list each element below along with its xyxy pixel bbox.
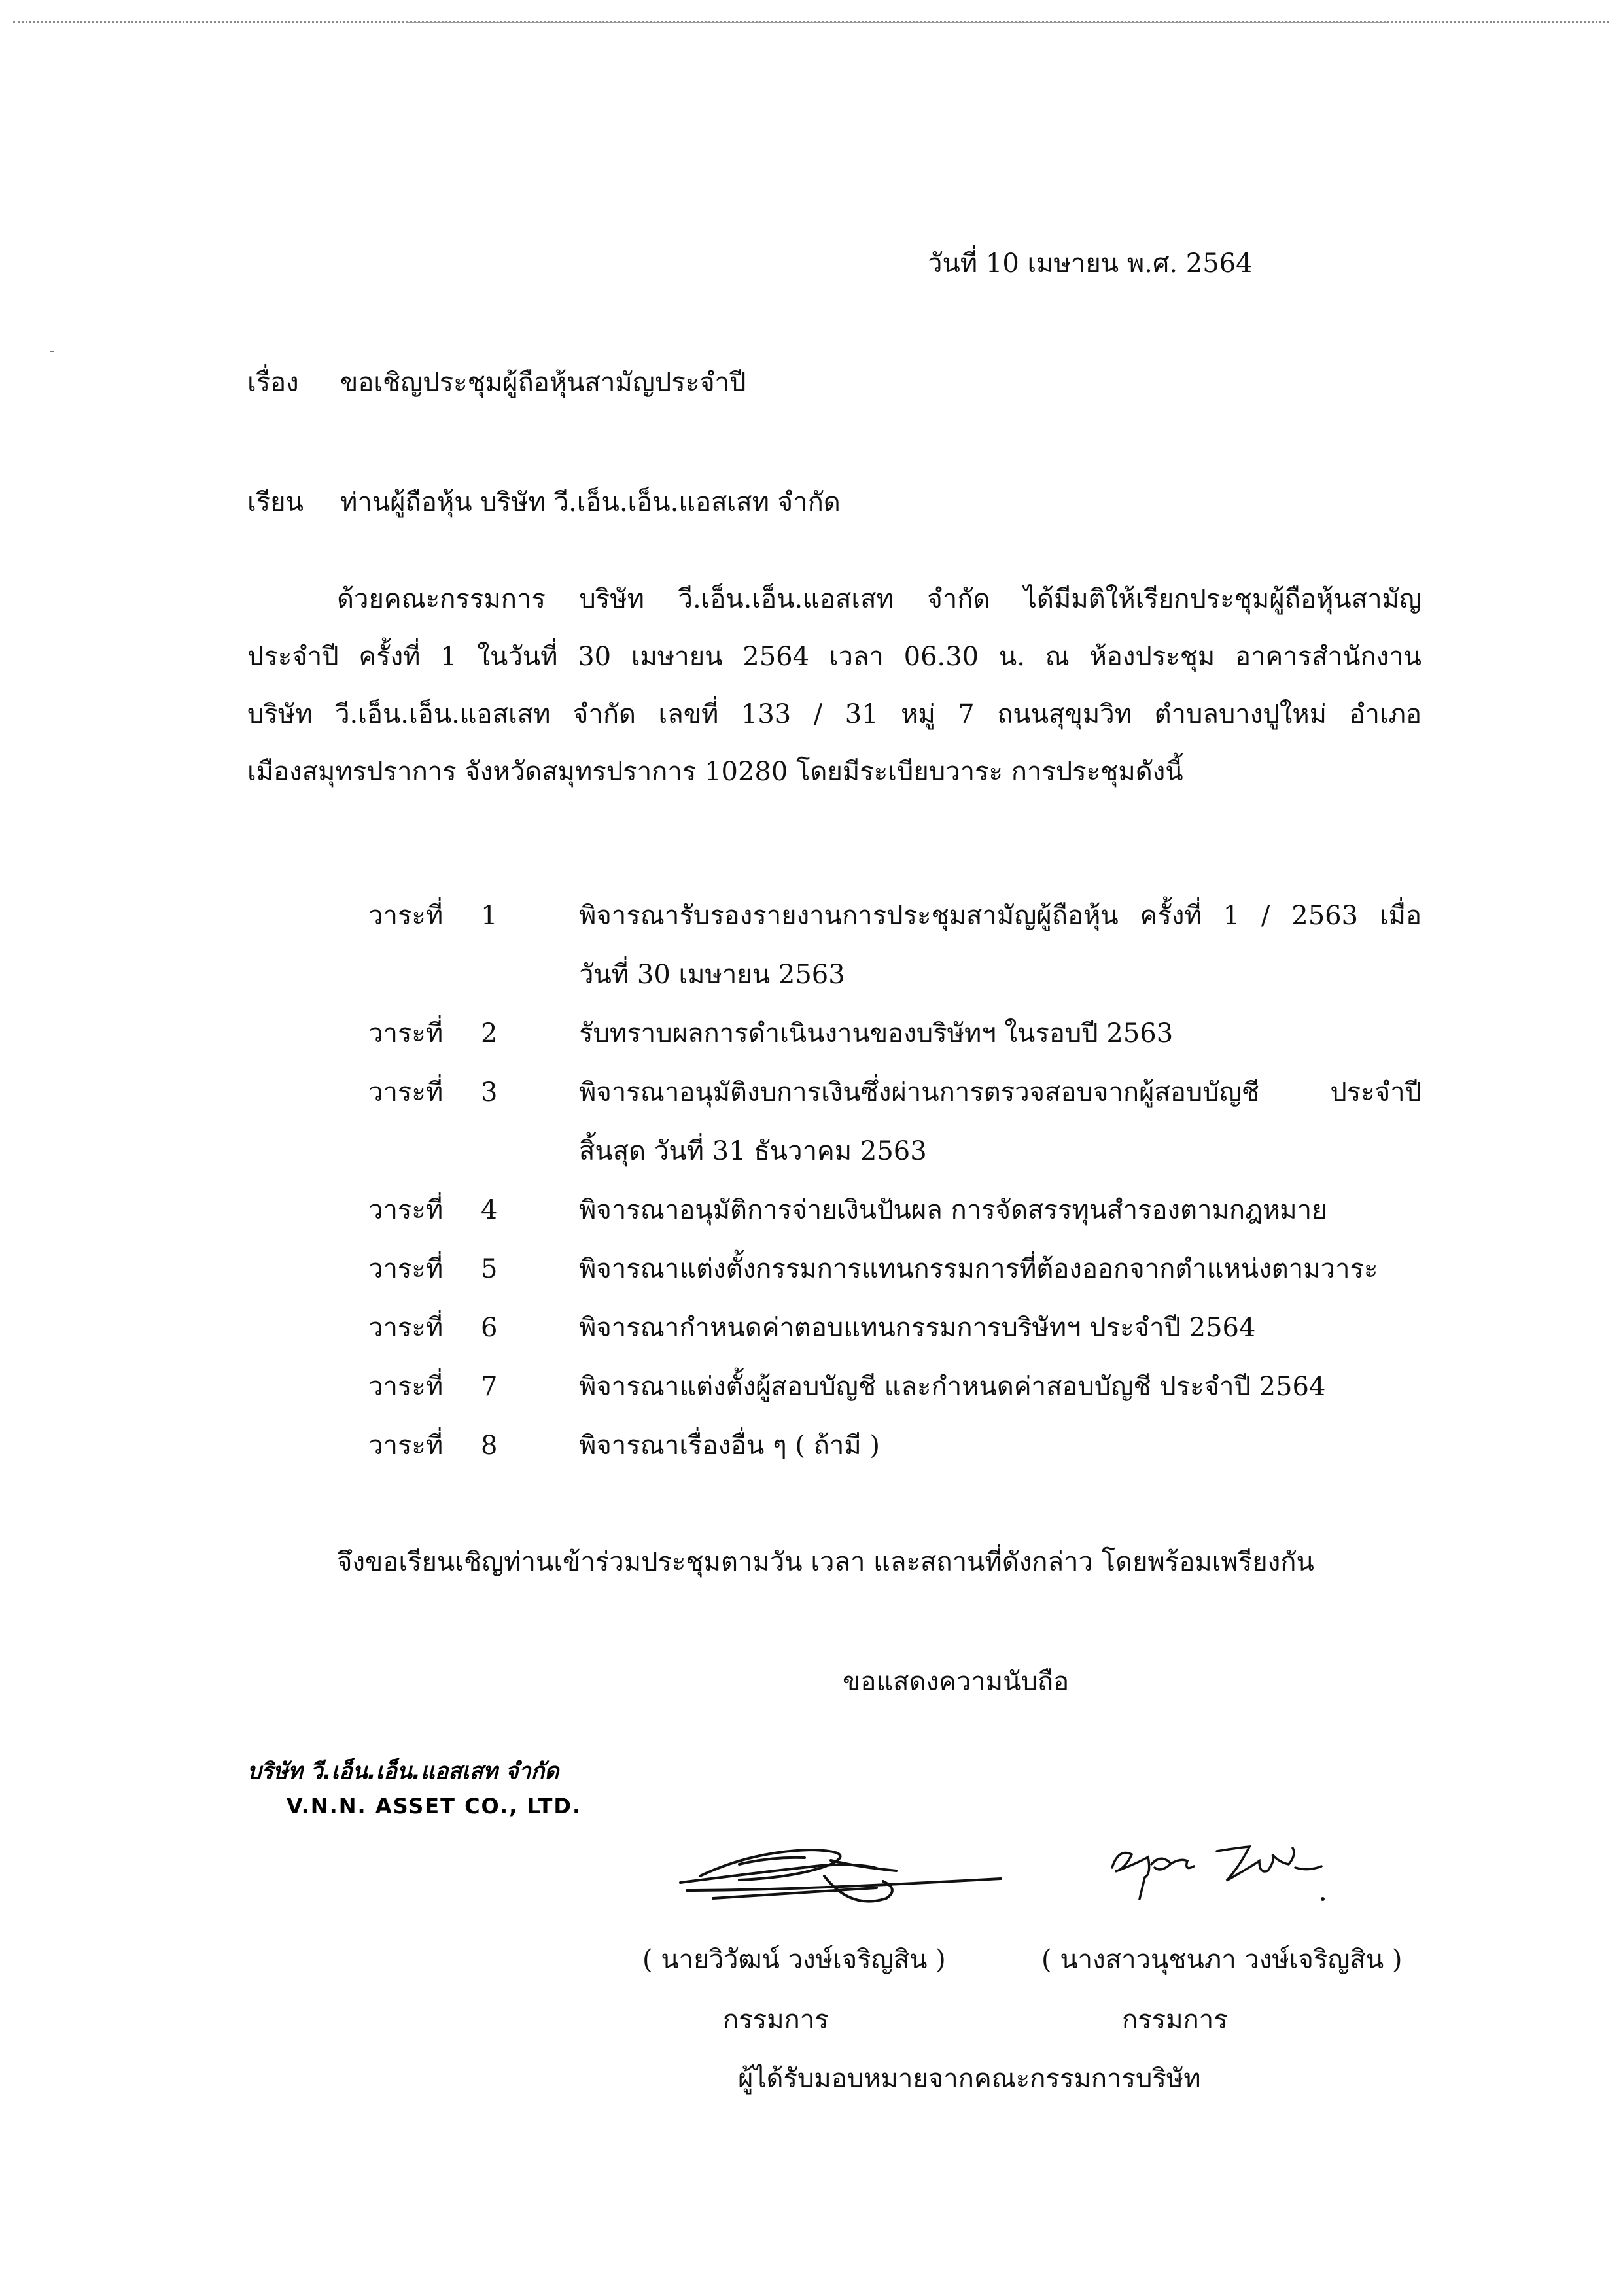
agenda-text: พิจารณาแต่งตั้งผู้สอบบัญชี และกำหนดค่าสอบบัญชี ประจำปี 2564	[579, 1372, 1326, 1402]
agenda-number: 3	[481, 1077, 498, 1107]
agenda-number: 7	[481, 1372, 498, 1402]
invitation-text: จึงขอเรียนเชิญท่านเข้าร่วมประชุมตามวัน เวลา และสถานที่ดังกล่าว โดยพร้อมเพรียงกัน	[337, 1547, 1314, 1577]
agenda-number: 8	[481, 1431, 498, 1461]
agenda-number: 2	[481, 1018, 498, 1049]
company-stamp-english: V.N.N. ASSET CO., LTD.	[287, 1794, 582, 1818]
scan-speck	[50, 351, 54, 352]
intro-line: เมืองสมุทรปราการ จังหวัดสมุทรปราการ 10280 โดยมีระเบียบวาระ การประชุมดังนี้	[247, 757, 1183, 787]
agenda-label: วาระที่	[368, 1018, 444, 1049]
intro-line: ประจำปี ครั้งที่ 1 ในวันที่ 30 เมษายน 2564 เวลา 06.30 น. ณ ห้องประชุม อาคารสำนักงาน	[247, 642, 1422, 672]
agenda-label: วาระที่	[368, 1254, 444, 1284]
company-stamp-thai: บริษัท วี.เอ็น.เอ็น.แอสเสท จำกัด	[247, 1758, 559, 1784]
signatory-2-name: ( นางสาวนุชนภา วงษ์เจริญสิน )	[1041, 1945, 1403, 1975]
agenda-text: พิจารณารับรองรายงานการประชุมสามัญผู้ถือหุ้น ครั้งที่ 1 / 2563 เมื่อ	[579, 901, 1422, 931]
agenda-number: 1	[481, 901, 498, 931]
agenda-label: วาระที่	[368, 901, 444, 931]
agenda-label: วาระที่	[368, 1077, 444, 1107]
agenda-text: รับทราบผลการดำเนินงานของบริษัทฯ ในรอบปี 2563	[579, 1018, 1174, 1049]
intro-line: บริษัท วี.เอ็น.เอ็น.แอสเสท จำกัด เลขที่ 133 / 31 หมู่ 7 ถนนสุขุมวิท ตำบลบางปูใหม่ อำเภอ	[247, 699, 1422, 729]
signatory-1-name: ( นายวิวัฒน์ วงษ์เจริญสิน )	[642, 1945, 946, 1975]
date-line: วันที่ 10 เมษายน พ.ศ. 2564	[928, 249, 1253, 279]
agenda-text: พิจารณาอนุมัติการจ่ายเงินปันผล การจัดสรรทุนสำรองตามกฎหมาย	[579, 1195, 1327, 1225]
agenda-label: วาระที่	[368, 1372, 444, 1402]
signature-left	[661, 1825, 1014, 1923]
intro-line: ด้วยคณะกรรมการ บริษัท วี.เอ็น.เอ็น.แอสเสท จำกัด ได้มีมติให้เรียกประชุมผู้ถือหุ้นสามัญ	[337, 584, 1422, 614]
agenda-number: 6	[481, 1313, 498, 1343]
subject-text: ขอเชิญประชุมผู้ถือหุ้นสามัญประจำปี	[340, 368, 746, 398]
agenda-text: พิจารณาอนุมัติงบการเงินซึ่งผ่านการตรวจสอบจากผู้สอบบัญชี ประจำปี	[579, 1077, 1422, 1107]
scan-top-border-solid	[406, 22, 1387, 23]
agenda-text-continued: สิ้นสุด วันที่ 31 ธันวาคม 2563	[579, 1136, 927, 1166]
agenda-text-continued: วันที่ 30 เมษายน 2563	[579, 960, 845, 990]
subject-label: เรื่อง	[247, 368, 299, 398]
agenda-text: พิจารณาแต่งตั้งกรรมการแทนกรรมการที่ต้องออกจากตำแหน่งตามวาระ	[579, 1254, 1378, 1284]
closing-text: ขอแสดงความนับถือ	[843, 1667, 1070, 1697]
agenda-label: วาระที่	[368, 1431, 444, 1461]
agenda-label: วาระที่	[368, 1195, 444, 1225]
agenda-label: วาระที่	[368, 1313, 444, 1343]
signature-right	[1099, 1828, 1348, 1907]
agenda-text: พิจารณาเรื่องอื่น ๆ ( ถ้ามี )	[579, 1431, 880, 1461]
recipient-text: ท่านผู้ถือหุ้น บริษัท วี.เอ็น.เอ็น.แอสเสท จำกัด	[340, 487, 841, 517]
signatory-1-title: กรรมการ	[723, 2005, 829, 2035]
agenda-text: พิจารณากำหนดค่าตอบแทนกรรมการบริษัทฯ ประจำปี 2564	[579, 1313, 1256, 1343]
intro-paragraph	[247, 581, 1422, 811]
agenda-number: 5	[481, 1254, 498, 1284]
recipient-label: เรียน	[247, 487, 304, 517]
agenda-number: 4	[481, 1195, 498, 1225]
signature-dot	[1321, 1897, 1325, 1901]
signatory-2-title: กรรมการ	[1122, 2005, 1228, 2035]
authorization-text: ผู้ได้รับมอบหมายจากคณะกรรมการบริษัท	[738, 2064, 1201, 2094]
